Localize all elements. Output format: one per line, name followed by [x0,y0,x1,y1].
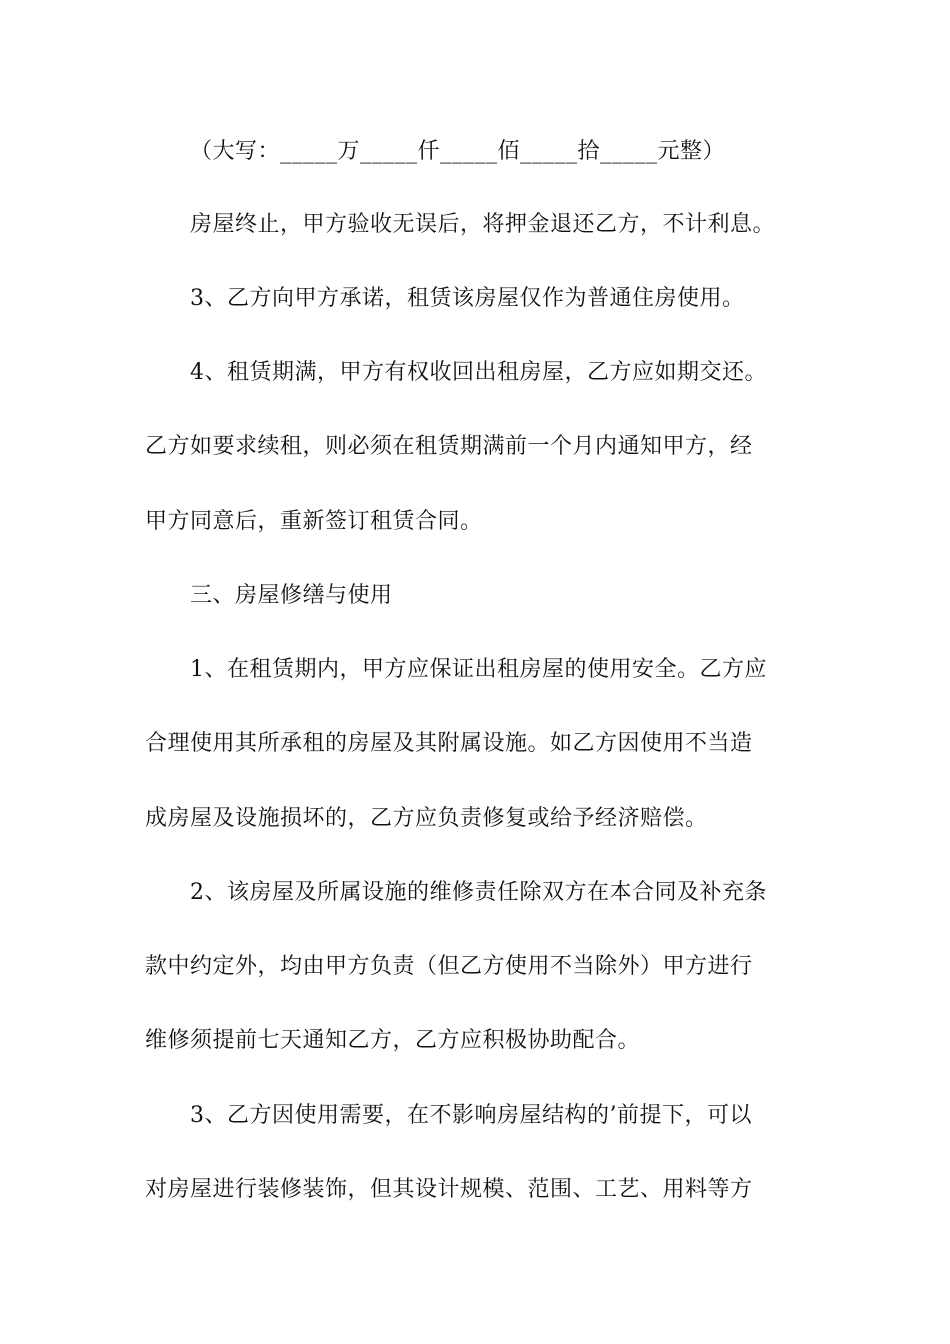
renewal-notice-line: 乙方如要求续租，则必须在租赁期满前一个月内通知甲方，经 [145,434,753,459]
repair-clause-3-line-1: 3、乙方因使用需要，在不影响房屋结构的’前提下，可以 [190,1103,752,1128]
repair-clause-1-line-3: 成房屋及设施损坏的，乙方应负责修复或给予经济赔偿。 [145,806,708,831]
repair-clause-2-line-3: 维修须提前七天通知乙方，乙方应积极协助配合。 [145,1028,641,1053]
repair-clause-3-line-2: 对房屋进行装修装饰，但其设计规模、范围、工艺、用料等方 [145,1177,753,1202]
repair-clause-2-line-2: 款中约定外，均由甲方负责（但乙方使用不当除外）甲方进行 [145,954,753,979]
renewal-contract-line: 甲方同意后，重新签订租赁合同。 [145,509,483,534]
clause-3-usage-line: 3、乙方向甲方承诺，租赁该房屋仅作为普通住房使用。 [190,286,745,311]
amount-in-words-line: （大写：_____万_____仟_____佰_____拾_____元整） [190,139,726,164]
repair-clause-1-line-2: 合理使用其所承租的房屋及其附属设施。如乙方因使用不当造 [145,731,753,756]
clause-4-expiry-line: 4、租赁期满，甲方有权收回出租房屋，乙方应如期交还。 [190,360,767,385]
section-3-heading: 三、房屋修缮与使用 [190,583,393,608]
repair-clause-2-line-1: 2、该房屋及所属设施的维修责任除双方在本合同及补充条 [190,880,767,905]
repair-clause-1-line-1: 1、在租赁期内，甲方应保证出租房屋的使用安全。乙方应 [190,657,767,682]
deposit-refund-line: 房屋终止，甲方验收无误后，将押金退还乙方，不计利息。 [190,212,776,237]
